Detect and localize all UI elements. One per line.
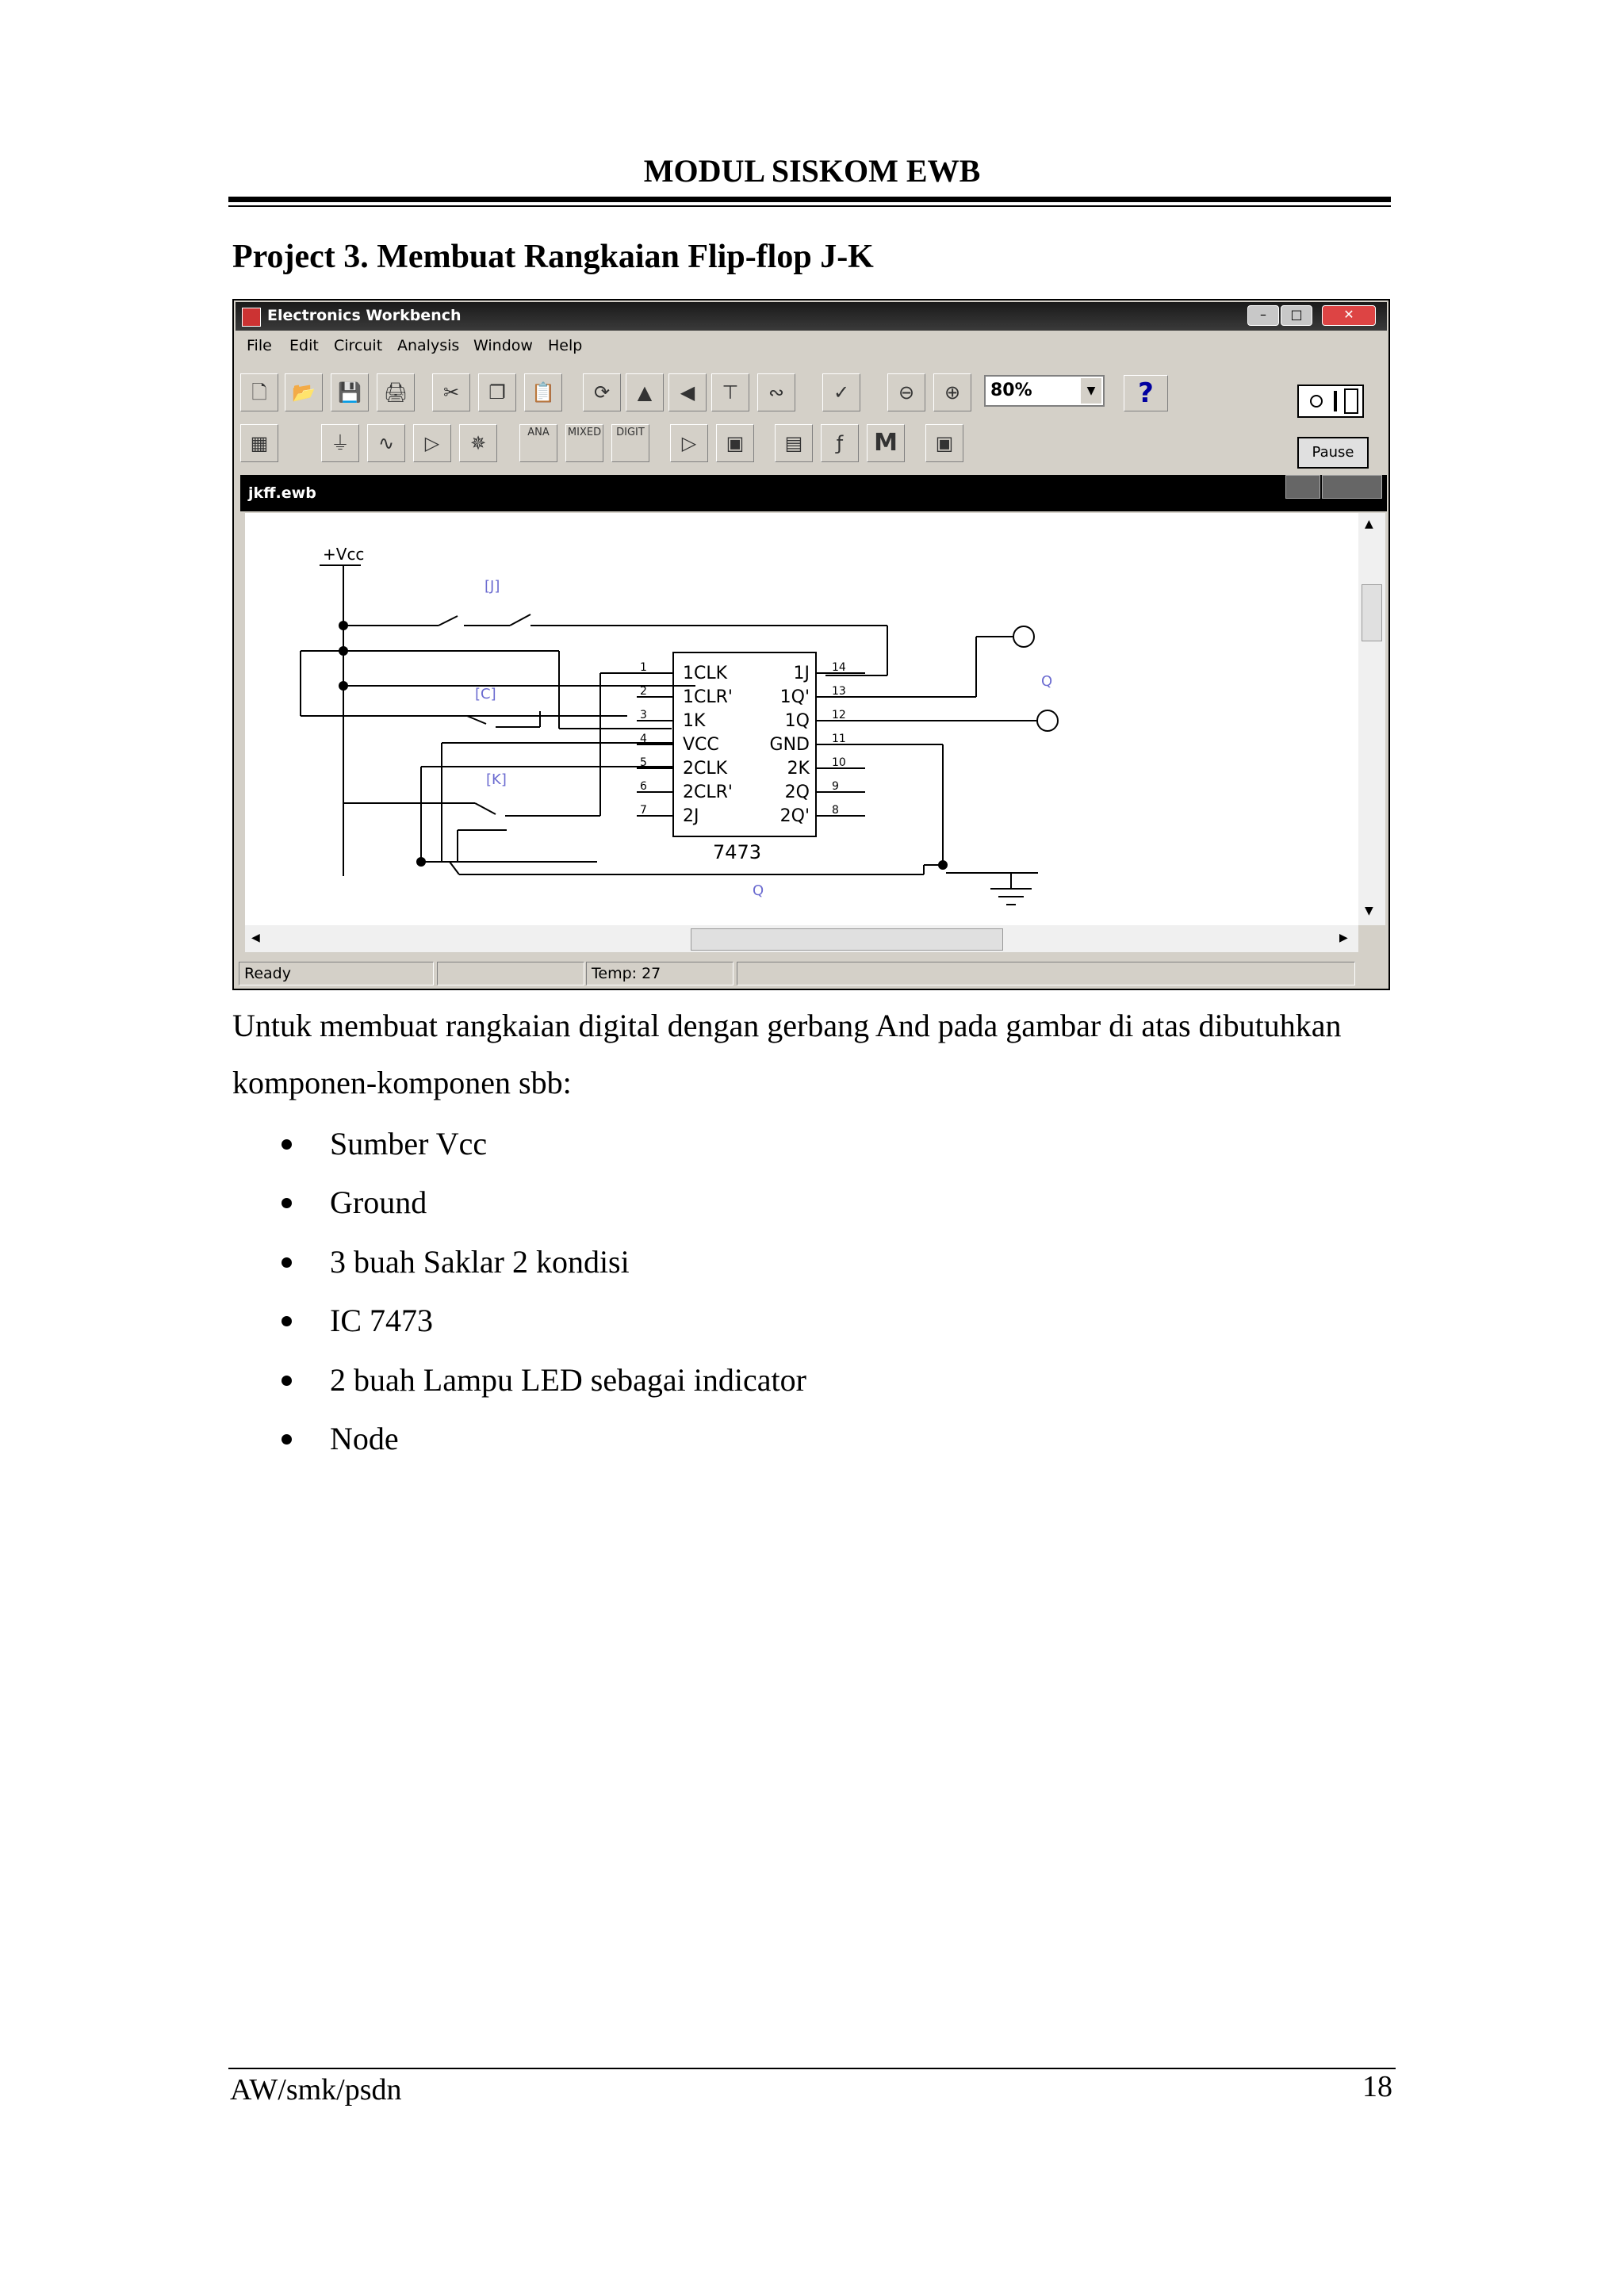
menubar bbox=[236, 332, 1387, 359]
list-item: 3 buah Saklar 2 kondisi bbox=[232, 1233, 806, 1292]
zoom-value: 80% bbox=[990, 381, 1032, 400]
zoom-select[interactable] bbox=[984, 375, 1105, 407]
logic-gates-bin-icon[interactable]: ▷ bbox=[670, 424, 708, 462]
list-item: Node bbox=[232, 1410, 806, 1468]
document-restore-button[interactable] bbox=[1285, 475, 1320, 499]
window-titlebar bbox=[236, 302, 1387, 331]
status-ready: Ready bbox=[239, 962, 434, 985]
document-titlebar bbox=[240, 475, 1387, 511]
component-properties-icon[interactable]: ⊤ bbox=[711, 373, 749, 411]
bullet-icon bbox=[282, 1198, 292, 1208]
vertical-scrollbar[interactable] bbox=[1358, 513, 1385, 925]
ewb-window bbox=[232, 299, 1390, 990]
page-header-title: MODUL SISKOM EWB bbox=[643, 153, 981, 189]
scroll-left-icon[interactable]: ◀ bbox=[251, 932, 260, 944]
component-list bbox=[232, 1115, 806, 1468]
list-item: Ground bbox=[232, 1173, 806, 1232]
section-title: Project 3. Membuat Rangkaian Flip-flop J-K bbox=[232, 239, 874, 275]
ic-right-pin-numbers: 14 13 12 11 10 9 8 bbox=[832, 661, 846, 817]
zoom-out-icon[interactable]: ⊖ bbox=[887, 373, 925, 411]
instruments-bin-icon[interactable]: ▣ bbox=[925, 424, 963, 462]
document-close-button[interactable] bbox=[1322, 475, 1382, 499]
digital-bin-icon[interactable]: ▣ bbox=[716, 424, 754, 462]
status-blank bbox=[737, 962, 1355, 985]
scroll-right-icon[interactable]: ▶ bbox=[1339, 932, 1348, 944]
menu-circuit[interactable]: Circuit bbox=[334, 337, 383, 354]
print-icon[interactable]: 🖨 bbox=[377, 373, 415, 411]
vertical-scroll-thumb[interactable] bbox=[1362, 584, 1382, 641]
switch-label-j: [J] bbox=[485, 578, 500, 595]
header-rule-thin bbox=[228, 205, 1391, 207]
scroll-down-icon[interactable]: ▼ bbox=[1365, 905, 1373, 917]
basic-bin-icon[interactable]: ∿ bbox=[367, 424, 405, 462]
pause-button[interactable]: Pause bbox=[1297, 437, 1369, 469]
window-title: Electronics Workbench bbox=[267, 307, 462, 324]
bullet-icon bbox=[282, 1434, 292, 1445]
flip-horizontal-icon[interactable]: ▲ bbox=[626, 373, 664, 411]
scroll-up-icon[interactable]: ▲ bbox=[1365, 518, 1373, 530]
header-rule bbox=[228, 197, 1391, 202]
switch-label-k: [K] bbox=[486, 771, 507, 788]
flip-vertical-icon[interactable]: ◀ bbox=[668, 373, 707, 411]
ic-right-pin-labels: 1J 1Q' 1Q GND 2K 2Q 2Q' bbox=[769, 664, 810, 826]
list-item: 2 buah Lampu LED sebagai indicator bbox=[232, 1351, 806, 1410]
bullet-icon bbox=[282, 1316, 292, 1326]
horizontal-scrollbar[interactable] bbox=[245, 925, 1358, 952]
chevron-down-icon[interactable]: ▼ bbox=[1081, 378, 1101, 404]
vcc-label: +Vcc bbox=[323, 545, 365, 564]
ic-left-pin-labels: 1CLK 1CLR' 1K VCC 2CLK 2CLR' 2J bbox=[683, 664, 733, 826]
transistors-bin-icon[interactable]: ✵ bbox=[459, 424, 497, 462]
mixed-ics-bin-icon[interactable]: MIXED bbox=[565, 424, 603, 462]
minimize-button[interactable]: – bbox=[1247, 305, 1279, 326]
bottom-label: Q bbox=[753, 882, 764, 899]
new-file-icon[interactable]: 🗋 bbox=[240, 373, 278, 411]
list-item: IC 7473 bbox=[232, 1292, 806, 1350]
paste-icon[interactable]: 📋 bbox=[524, 373, 562, 411]
footer-rule bbox=[228, 2068, 1396, 2069]
menu-edit[interactable]: Edit bbox=[289, 337, 319, 354]
status-temp: Temp: 27 bbox=[586, 962, 733, 985]
power-switch-icon bbox=[1299, 386, 1362, 416]
analog-ics-bin-icon[interactable]: ANA bbox=[519, 424, 557, 462]
page-number: 18 bbox=[1362, 2070, 1392, 2103]
maximize-button[interactable]: □ bbox=[1281, 305, 1312, 326]
app-icon bbox=[242, 308, 261, 327]
document-title: jkff.ewb bbox=[248, 484, 316, 502]
menu-file[interactable]: File bbox=[247, 337, 272, 354]
list-item: Sumber Vcc bbox=[232, 1115, 806, 1173]
sources-bin-icon[interactable]: ⏚ bbox=[321, 424, 359, 462]
graph-icon[interactable]: ✓ bbox=[822, 373, 860, 411]
bullet-icon bbox=[282, 1376, 292, 1386]
favorites-bin-icon[interactable]: ▦ bbox=[240, 424, 278, 462]
status-empty bbox=[437, 962, 584, 985]
ic-left-pin-numbers: 1 2 3 4 5 6 7 bbox=[640, 661, 647, 817]
circuit-canvas[interactable] bbox=[245, 513, 1358, 925]
zoom-in-icon[interactable]: ⊕ bbox=[933, 373, 971, 411]
power-switch[interactable] bbox=[1297, 385, 1364, 418]
controls-bin-icon[interactable]: ƒ bbox=[821, 424, 859, 462]
save-icon[interactable]: 💾 bbox=[331, 373, 369, 411]
diodes-bin-icon[interactable]: ▷ bbox=[413, 424, 451, 462]
create-subcircuit-icon[interactable]: ∾ bbox=[757, 373, 795, 411]
open-folder-icon[interactable]: 📂 bbox=[285, 373, 323, 411]
intro-paragraph: Untuk membuat rangkaian digital dengan gerbang And pada gambar di atas dibutuhkan komponen-komponen sbb: bbox=[232, 1008, 1342, 1100]
status-bar bbox=[236, 960, 1387, 989]
ic-name: 7473 bbox=[713, 841, 762, 863]
footer-left-text: AW/smk/psdn bbox=[230, 2073, 402, 2107]
menu-help[interactable]: Help bbox=[548, 337, 583, 354]
digital-ics-bin-icon[interactable]: DIGIT bbox=[611, 424, 649, 462]
menu-analysis[interactable]: Analysis bbox=[397, 337, 460, 354]
switch-label-c: [C] bbox=[475, 686, 496, 702]
copy-icon[interactable]: ❐ bbox=[478, 373, 516, 411]
led-label: Q bbox=[1041, 673, 1053, 690]
bullet-icon bbox=[282, 1139, 292, 1150]
bullet-icon bbox=[282, 1257, 292, 1268]
miscellaneous-bin-icon[interactable]: M bbox=[867, 424, 905, 462]
close-button[interactable]: ✕ bbox=[1322, 305, 1376, 326]
rotate-icon[interactable]: ⟳ bbox=[583, 373, 621, 411]
cut-icon[interactable]: ✂ bbox=[432, 373, 470, 411]
help-button[interactable]: ? bbox=[1124, 375, 1168, 411]
horizontal-scroll-thumb[interactable] bbox=[691, 928, 1003, 951]
indicators-bin-icon[interactable]: ▤ bbox=[775, 424, 813, 462]
menu-window[interactable]: Window bbox=[473, 337, 533, 354]
